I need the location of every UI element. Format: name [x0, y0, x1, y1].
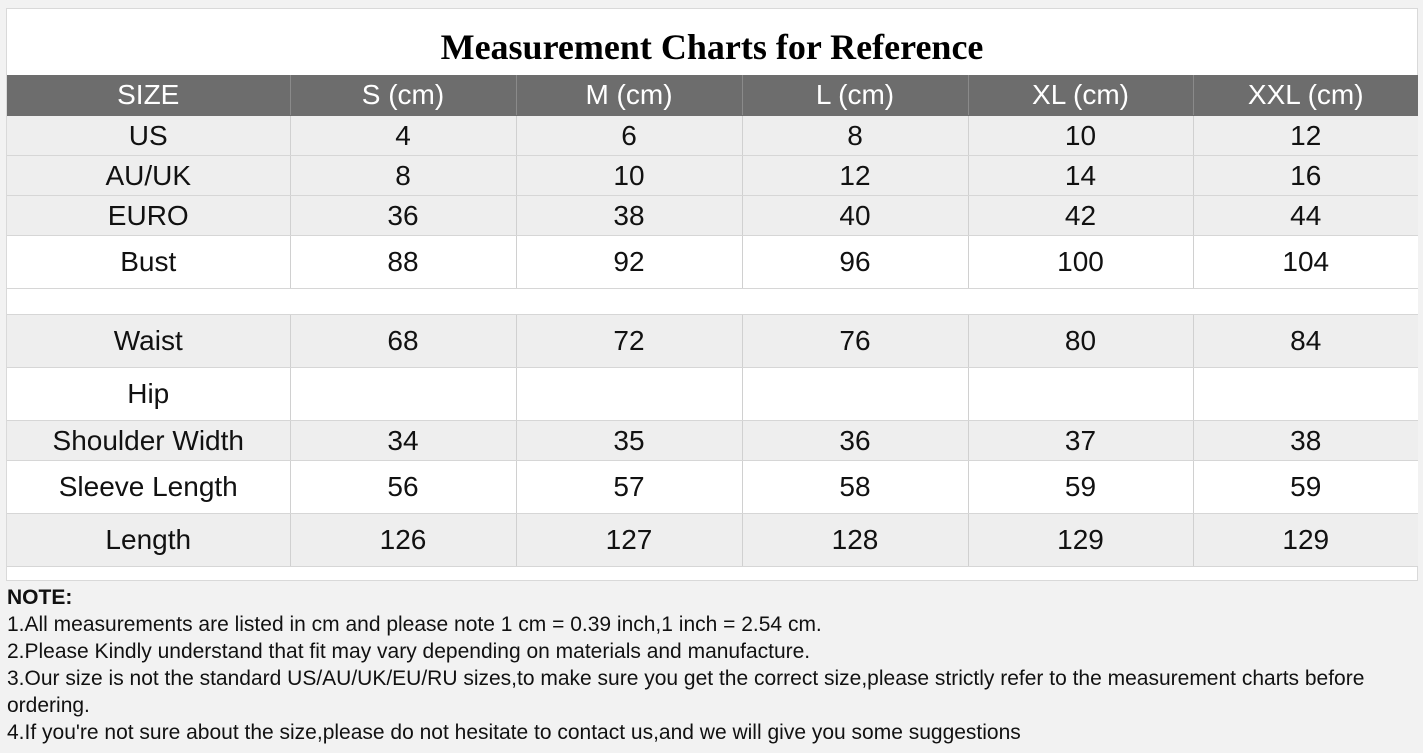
table-cell: 59 — [1193, 461, 1418, 514]
table-cell: 72 — [516, 315, 742, 368]
table-cell: 37 — [968, 421, 1193, 461]
chart-title: Measurement Charts for Reference — [440, 27, 984, 67]
table-row-waist — [7, 315, 1418, 368]
table-row-length — [7, 514, 1418, 567]
table-cell: 58 — [742, 461, 968, 514]
table-row-euro — [7, 196, 1418, 236]
table-cell: 4 — [290, 116, 516, 156]
row-label: Length — [7, 514, 290, 567]
header-s: S (cm) — [290, 75, 516, 116]
table-cell: 56 — [290, 461, 516, 514]
table-spacer-row — [7, 289, 1418, 315]
header-m: M (cm) — [516, 75, 742, 116]
row-label: Sleeve Length — [7, 461, 290, 514]
measurement-chart-sheet — [6, 8, 1418, 581]
note-item: 3.Our size is not the standard US/AU/UK/EU/RU sizes,to make sure you get the correct size,please strictly refer to the measurement charts before ordering. — [7, 667, 1365, 717]
table-cell: 42 — [968, 196, 1193, 236]
size-table — [7, 75, 1418, 567]
table-cell: 127 — [516, 514, 742, 567]
table-cell — [1193, 368, 1418, 421]
table-cell — [516, 368, 742, 421]
row-label: AU/UK — [7, 156, 290, 196]
table-cell — [290, 368, 516, 421]
table-cell: 68 — [290, 315, 516, 368]
header-size: SIZE — [7, 75, 290, 116]
table-cell: 8 — [290, 156, 516, 196]
table-row-au-uk — [7, 156, 1418, 196]
table-row-sleeve-length — [7, 461, 1418, 514]
table-cell: 12 — [1193, 116, 1418, 156]
table-cell: 36 — [742, 421, 968, 461]
table-cell: 104 — [1193, 236, 1418, 289]
spacer-cell — [7, 289, 1418, 315]
table-cell: 38 — [1193, 421, 1418, 461]
row-label: Waist — [7, 315, 290, 368]
notes-title: NOTE: — [7, 586, 73, 609]
table-cell: 12 — [742, 156, 968, 196]
table-cell: 92 — [516, 236, 742, 289]
table-cell: 84 — [1193, 315, 1418, 368]
table-cell: 100 — [968, 236, 1193, 289]
table-cell: 57 — [516, 461, 742, 514]
row-label: US — [7, 116, 290, 156]
table-cell: 96 — [742, 236, 968, 289]
row-label: Bust — [7, 236, 290, 289]
table-row-shoulder-width — [7, 421, 1418, 461]
table-cell: 36 — [290, 196, 516, 236]
table-cell: 129 — [1193, 514, 1418, 567]
table-cell: 44 — [1193, 196, 1418, 236]
table-cell: 16 — [1193, 156, 1418, 196]
table-row-hip — [7, 368, 1418, 421]
table-cell: 35 — [516, 421, 742, 461]
note-item: 1.All measurements are listed in cm and please note 1 cm = 0.39 inch,1 inch = 2.54 cm. — [7, 613, 822, 636]
table-cell: 88 — [290, 236, 516, 289]
note-item: 2.Please Kindly understand that fit may vary depending on materials and manufacture. — [7, 640, 811, 663]
table-cell: 38 — [516, 196, 742, 236]
table-cell: 10 — [968, 116, 1193, 156]
table-cell: 80 — [968, 315, 1193, 368]
table-cell — [968, 368, 1193, 421]
header-xxl: XXL (cm) — [1193, 75, 1418, 116]
table-header-row — [7, 75, 1418, 116]
header-xl: XL (cm) — [968, 75, 1193, 116]
table-row-us — [7, 116, 1418, 156]
table-cell: 76 — [742, 315, 968, 368]
note-item: 4.If you're not sure about the size,please do not hesitate to contact us,and we will give you some suggestions — [7, 721, 1021, 744]
table-cell: 128 — [742, 514, 968, 567]
table-cell: 59 — [968, 461, 1193, 514]
notes-section — [7, 584, 1417, 746]
table-row-bust — [7, 236, 1418, 289]
table-cell: 10 — [516, 156, 742, 196]
table-cell: 34 — [290, 421, 516, 461]
table-cell: 40 — [742, 196, 968, 236]
table-cell: 14 — [968, 156, 1193, 196]
table-cell: 8 — [742, 116, 968, 156]
table-cell: 126 — [290, 514, 516, 567]
row-label: Shoulder Width — [7, 421, 290, 461]
table-cell — [742, 368, 968, 421]
row-label: EURO — [7, 196, 290, 236]
header-l: L (cm) — [742, 75, 968, 116]
table-cell: 6 — [516, 116, 742, 156]
row-label: Hip — [7, 368, 290, 421]
table-cell: 129 — [968, 514, 1193, 567]
